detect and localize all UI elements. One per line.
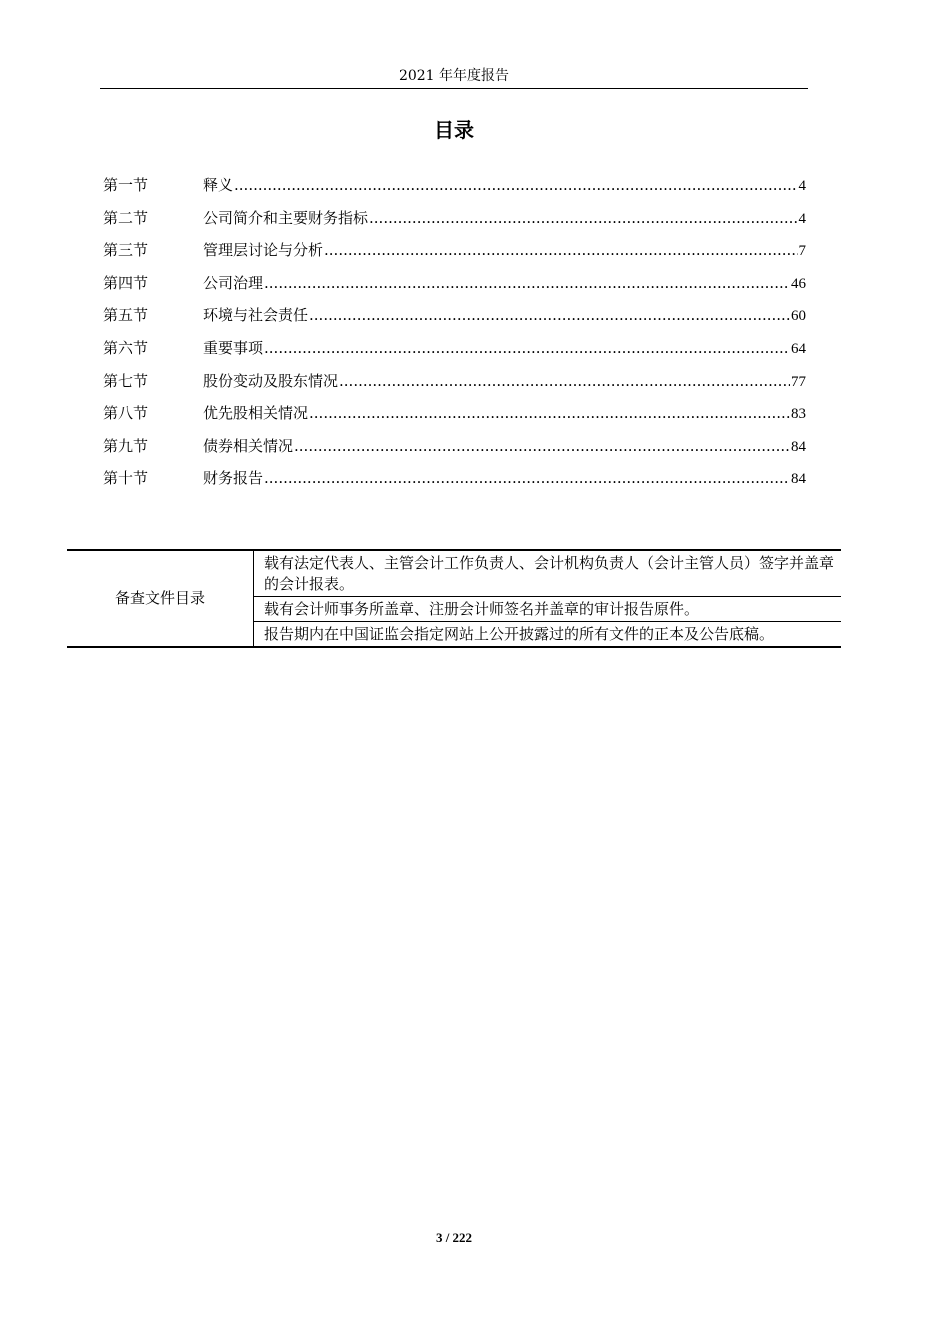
toc-section-title[interactable]: 释义 — [203, 176, 234, 194]
reference-documents-heading: 备查文件目录 — [67, 550, 254, 647]
toc-page-number[interactable]: 60 — [791, 308, 806, 325]
toc-leader-dots — [339, 370, 790, 392]
toc-leader-dots — [369, 207, 797, 229]
table-row — [67, 550, 841, 597]
toc-entry[interactable] — [103, 272, 806, 305]
page-number: 3 / 222 — [435, 1230, 473, 1245]
toc-leader-dots — [324, 239, 797, 261]
toc-section-number: 第六节 — [103, 338, 149, 357]
table-of-contents — [103, 174, 806, 500]
toc-entry[interactable] — [103, 370, 806, 403]
toc-page-number[interactable]: 4 — [798, 210, 806, 227]
toc-page-number[interactable]: 4 — [798, 178, 806, 194]
toc-section-title[interactable]: 债券相关情况 — [203, 436, 294, 455]
reference-document-item: 载有法定代表人、主管会计工作负责人、会计机构负责人（会计主管人员）签字并盖章的会计报表。 — [254, 550, 842, 597]
toc-entry[interactable] — [103, 435, 806, 468]
toc-section-title[interactable]: 股份变动及股东情况 — [203, 371, 339, 390]
toc-section-title[interactable]: 环境与社会责任 — [203, 306, 309, 325]
toc-section-title[interactable]: 公司治理 — [203, 273, 264, 292]
toc-section-number: 第九节 — [103, 436, 149, 455]
toc-leader-dots — [309, 402, 790, 424]
toc-leader-dots — [264, 272, 790, 294]
toc-entry[interactable] — [103, 174, 806, 207]
toc-title: 目录 — [434, 118, 474, 142]
toc-entry[interactable] — [103, 304, 806, 337]
toc-entry[interactable] — [103, 467, 806, 500]
toc-section-title[interactable]: 管理层讨论与分析 — [203, 241, 324, 260]
header-rule — [100, 88, 808, 89]
toc-leader-dots — [309, 304, 790, 326]
toc-section-number: 第二节 — [103, 208, 149, 227]
toc-section-number: 第一节 — [103, 176, 149, 194]
toc-page-number[interactable]: 83 — [791, 406, 806, 423]
toc-leader-dots — [264, 337, 790, 359]
toc-leader-dots — [264, 467, 790, 489]
toc-entry[interactable] — [103, 207, 806, 240]
reference-documents-table — [67, 549, 841, 648]
toc-section-number: 第十节 — [103, 469, 149, 488]
toc-section-title[interactable]: 财务报告 — [203, 469, 264, 488]
toc-page-number[interactable]: 77 — [791, 373, 806, 390]
toc-entry[interactable] — [103, 239, 806, 272]
reference-document-item: 报告期内在中国证监会指定网站上公开披露过的所有文件的正本及公告底稿。 — [254, 622, 842, 648]
toc-entry[interactable] — [103, 402, 806, 435]
toc-page-number[interactable]: 7 — [798, 243, 806, 260]
toc-page-number[interactable]: 84 — [791, 438, 806, 455]
toc-section-title[interactable]: 重要事项 — [203, 338, 264, 357]
toc-page-number[interactable]: 64 — [791, 340, 806, 357]
running-header: 2021 年年度报告 — [398, 68, 510, 84]
toc-section-number: 第三节 — [103, 241, 149, 260]
toc-entry[interactable] — [103, 337, 806, 370]
toc-page-number[interactable]: 84 — [791, 471, 806, 488]
reference-document-item: 载有会计师事务所盖章、注册会计师签名并盖章的审计报告原件。 — [254, 597, 842, 622]
toc-section-title[interactable]: 公司简介和主要财务指标 — [203, 208, 369, 227]
toc-page-number[interactable]: 46 — [791, 275, 806, 292]
toc-section-title[interactable]: 优先股相关情况 — [203, 404, 309, 423]
toc-section-number: 第七节 — [103, 371, 149, 390]
toc-section-number: 第五节 — [103, 306, 149, 325]
toc-leader-dots — [294, 435, 790, 457]
toc-section-number: 第四节 — [103, 273, 149, 292]
toc-section-number: 第八节 — [103, 404, 149, 423]
toc-leader-dots — [234, 174, 797, 196]
